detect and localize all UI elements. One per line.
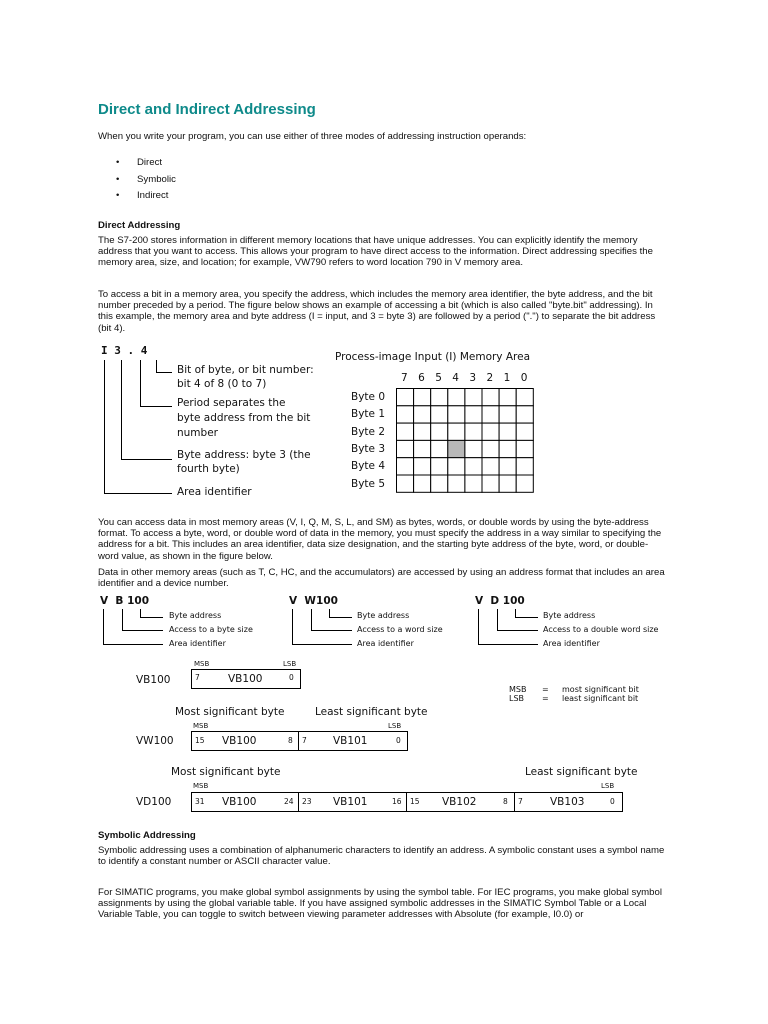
list-item (112, 155, 176, 172)
bit-address-example: I 3 . 4 (101, 344, 148, 357)
bullet-dot: • (116, 173, 120, 185)
byte-address-label-2: fourth byte) (177, 463, 240, 475)
legend-lsb: LSB (509, 694, 525, 703)
vd-cell4-hi: 7 (518, 797, 523, 806)
bit-cell (448, 458, 465, 475)
vw-cell2-label: VB101 (333, 735, 368, 747)
legend-msb-def: most significant bit (562, 685, 639, 694)
byte-row-label: Byte 3 (351, 442, 386, 455)
byte-row-label: Byte 5 (351, 477, 386, 490)
symbolic-paragraph-2: For SIMATIC programs, you make global symbol assignments by using the symbol table. For IEC programs, you make global symbol assignments by using the global variable table. If you have assigned symbolic addresses in the SIMATIC Symbol Table or a Local Variable Table, you can toggle to switch between viewing parameter addresses with Absolute (for example, I0.0) or (98, 887, 662, 921)
byte-address-label: Byte address: byte 3 (the (177, 449, 311, 461)
double-word-address-format: V D 100 (475, 595, 525, 607)
bit-number-4: 4 (452, 372, 459, 384)
bit-cell (465, 406, 482, 423)
bit-cell (516, 475, 533, 492)
bit-cell (516, 389, 533, 406)
bit-cell (414, 440, 431, 457)
vb-cell-label: VB100 (228, 673, 263, 685)
bit-cell (448, 423, 465, 440)
bit-cell (448, 389, 465, 406)
bit-cell (482, 423, 499, 440)
vd-cell1-label: VB100 (222, 796, 257, 808)
list-item-label: Symbolic (137, 173, 176, 185)
vd-cell3-lo: 8 (503, 797, 508, 806)
legend-eq-2: = (542, 694, 549, 703)
bit-cell (414, 389, 431, 406)
bit-number-label-2: bit 4 of 8 (0 to 7) (177, 378, 267, 390)
bit-cell (448, 475, 465, 492)
group2-byte-address: Byte address (357, 611, 410, 620)
bit-number-7: 7 (401, 372, 408, 384)
vb-lsb: LSB (283, 660, 297, 668)
byte-row-label: Byte 4 (351, 460, 386, 473)
bit-cell (431, 440, 448, 457)
memory-grid (396, 388, 534, 493)
area-identifier-label: Area identifier (177, 486, 252, 498)
vw-msb: MSB (193, 722, 209, 730)
group2-area: Area identifier (357, 639, 414, 648)
legend-eq-1: = (542, 685, 549, 694)
bit-number-5: 5 (435, 372, 442, 384)
byte-row-label: Byte 0 (351, 391, 386, 403)
vw-most-significant-byte: Most significant byte (175, 706, 285, 718)
bit-cell (414, 423, 431, 440)
group2-size: Access to a word size (357, 625, 443, 634)
vd-cell2-label: VB101 (333, 796, 368, 808)
bit-cell (482, 440, 499, 457)
vb-lo: 0 (289, 673, 294, 682)
bit-cell (465, 423, 482, 440)
bit-cell (499, 458, 516, 475)
bit-cell (499, 389, 516, 406)
byte-row-label: Byte 2 (351, 425, 386, 438)
bit-cell (414, 458, 431, 475)
vd-cell3-hi: 15 (410, 797, 420, 806)
bit-cell (482, 406, 499, 423)
vd-cell4-label: VB103 (550, 796, 585, 808)
bit-cell (431, 475, 448, 492)
bit-cell (414, 475, 431, 492)
bit-cell (482, 458, 499, 475)
vd-cell (191, 792, 623, 812)
period-label: Period separates the (177, 397, 286, 409)
period-label-3: number (177, 427, 218, 439)
group1-size: Access to a byte size (169, 625, 253, 634)
period-label-2: byte address from the bit (177, 412, 311, 424)
bit-cell (516, 458, 533, 475)
symbolic-paragraph-1: Symbolic addressing uses a combination of alphanumeric characters to identify an address. A symbolic constant uses a symbol name to identify a constant number or ASCII character value. (98, 845, 665, 868)
list-item (112, 188, 176, 205)
bit-cell (482, 475, 499, 492)
vw-cell1-label: VB100 (222, 735, 257, 747)
direct-paragraph-2: To access a bit in a memory area, you specify the address, which includes the memory area identifier, the byte address, and the bit number preceded by a period. The figure below shows an example of accessing a bit (which is also called "byte.bit" addressing). In this example, the memory area and byte address (I = input, and 3 = byte 3) are followed by a period (".") to separate the bit address (bit 4). (98, 289, 656, 334)
bit-cell (516, 423, 533, 440)
list-item (112, 172, 176, 189)
bit-cell (397, 440, 414, 457)
bit-cell (516, 406, 533, 423)
bit-cell (499, 423, 516, 440)
group3-byte-address: Byte address (543, 611, 596, 620)
legend-msb: MSB (509, 685, 527, 694)
vd-lsb: LSB (601, 782, 615, 790)
vw-cell2-lo: 0 (396, 736, 401, 745)
bullet-dot: • (116, 157, 120, 168)
bit-number-label: Bit of byte, or bit number: (177, 364, 314, 376)
byte-address-format: V B 100 (100, 595, 150, 607)
vb-cell (191, 669, 301, 689)
bit-cell (465, 389, 482, 406)
bit-cell (448, 406, 465, 423)
highlighted-bit-cell (448, 440, 465, 457)
direct-paragraph-3: You can access data in most memory areas (V, I, Q, M, S, L, and SM) as bytes, words, or double words by using the byte-address format. To access a byte, word, or double word of data in the memory, you must specify the address in a way similar to specifying the address for a bit. This includes an area identifier, data size designation, and the starting byte address of the byte, word, or double-word value, as shown in the figure below. (98, 517, 662, 562)
bit-cell (397, 406, 414, 423)
vw-cell1-lo: 8 (288, 736, 293, 745)
vw-cell1-hi: 15 (195, 736, 205, 745)
vd-cell4-lo: 0 (610, 797, 615, 806)
vd-least-significant-byte: Least significant byte (525, 766, 638, 778)
bit-cell (431, 406, 448, 423)
bit-cell (516, 440, 533, 457)
word-address-format: V W100 (289, 595, 338, 607)
bit-cell (465, 440, 482, 457)
list-item-label: Direct (137, 157, 163, 168)
bit-cell (499, 475, 516, 492)
vb-hi: 7 (195, 673, 200, 682)
direct-paragraph-4: Data in other memory areas (such as T, C, HC, and the accumulators) are accessed by using an address format that includes an area identifier and a device number. (98, 567, 665, 590)
bit-number-2: 2 (486, 372, 494, 384)
bit-cell (465, 458, 482, 475)
direct-paragraph-1: The S7-200 stores information in different memory locations that have unique addresses. You can explicitly identify the memory address that you want to access. This allows your program to have direct access to the information. Direct addressing specifies the memory area, size, and location; for example, VW790 refers to word location 790 in V memory area. (98, 235, 653, 269)
vw-cell2-hi: 7 (302, 736, 307, 745)
bit-cell (397, 458, 414, 475)
bit-cell (397, 423, 414, 440)
memory-grid-title: Process-image Input (I) Memory Area (335, 351, 531, 363)
list-item-label: Indirect (137, 190, 169, 201)
addressing-modes-list (112, 155, 176, 205)
vd-cell1-lo: 24 (284, 797, 294, 806)
bit-cell (414, 406, 431, 423)
bit-number-6: 6 (418, 372, 425, 384)
vw-least-significant-byte: Least significant byte (315, 706, 428, 718)
vw-cell (191, 731, 408, 751)
vd-row-label: VD100 (136, 796, 172, 808)
vw-lsb: LSB (388, 722, 402, 730)
bit-cell (465, 475, 482, 492)
vb-msb: MSB (194, 660, 210, 668)
vd-cell2-lo: 16 (392, 797, 402, 806)
bit-number-3: 3 (469, 372, 477, 384)
group3-size: Access to a double word size (543, 625, 659, 634)
vw-row-label: VW100 (136, 735, 174, 747)
group1-byte-address: Byte address (169, 611, 222, 620)
bit-cell (499, 406, 516, 423)
vd-msb: MSB (193, 782, 209, 790)
bullet-dot: • (116, 190, 120, 201)
group1-area: Area identifier (169, 639, 226, 648)
bit-number-0: 0 (520, 372, 528, 384)
bit-cell (397, 389, 414, 406)
intro-paragraph: When you write your program, you can use either of three modes of addressing instruction operands: (98, 131, 527, 142)
byte-row-label: Byte 1 (351, 408, 386, 421)
vd-cell1-hi: 31 (195, 797, 205, 806)
bit-cell (431, 389, 448, 406)
bit-cell (482, 389, 499, 406)
symbolic-addressing-heading: Symbolic Addressing (98, 830, 196, 841)
vd-cell2-hi: 23 (302, 797, 312, 806)
bit-cell (499, 440, 516, 457)
vd-cell3-label: VB102 (442, 796, 477, 808)
vb-row-label: VB100 (136, 674, 171, 686)
bit-number-1: 1 (503, 372, 511, 384)
direct-addressing-heading: Direct Addressing (98, 220, 181, 231)
legend-lsb-def: least significant bit (562, 694, 639, 703)
bit-cell (431, 458, 448, 475)
vd-most-significant-byte: Most significant byte (171, 766, 281, 778)
bit-cell (397, 475, 414, 492)
page-title: Direct and Indirect Addressing (98, 101, 316, 118)
bit-cell (431, 423, 448, 440)
group3-area: Area identifier (543, 639, 600, 648)
